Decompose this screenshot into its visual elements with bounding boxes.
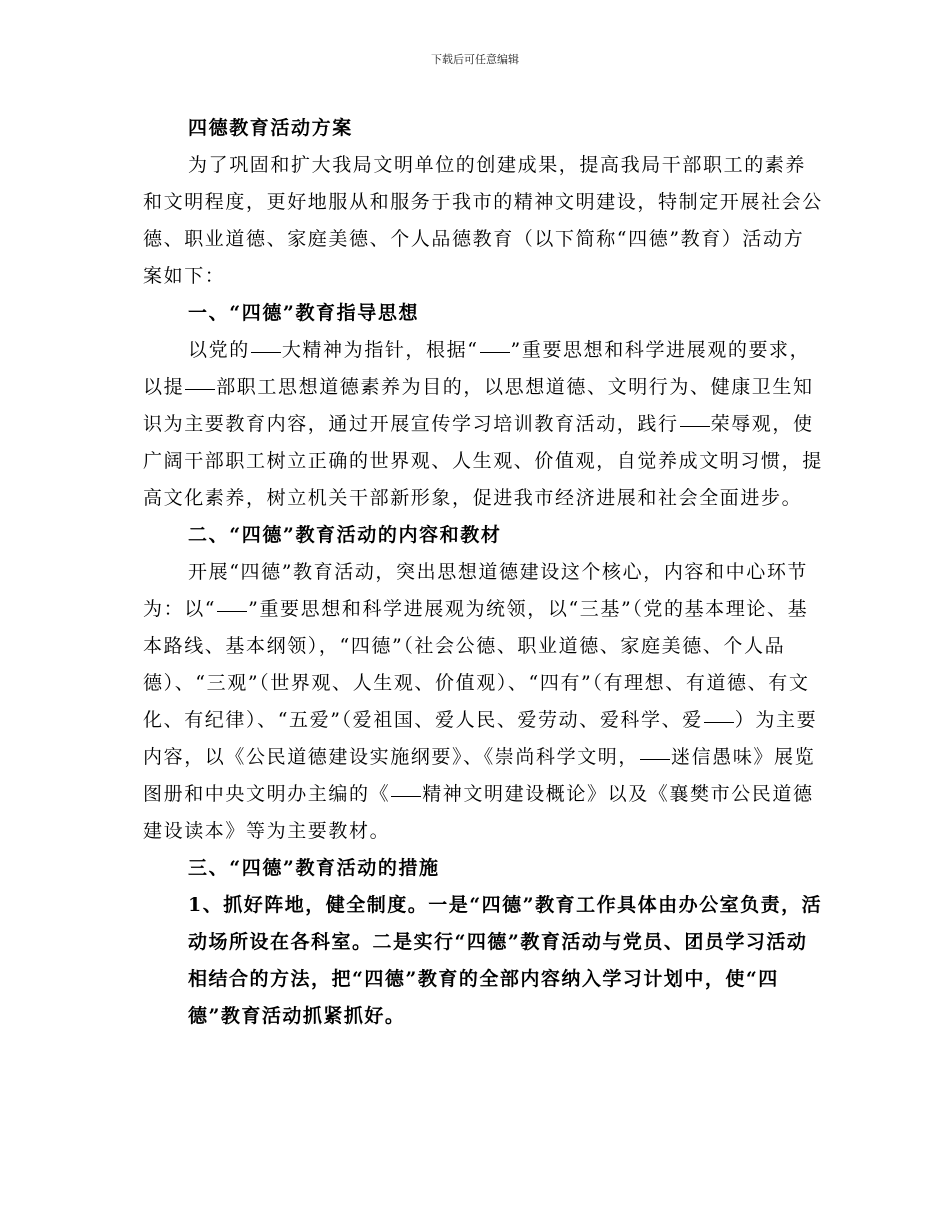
blank-line	[251, 351, 281, 353]
section-2-text: ）为主要内容，以《公民道德建设实施纲要》、《崇尚科学文明，	[143, 709, 818, 768]
blank-line	[704, 721, 734, 723]
section-3-point-1-text: 1、抓好阵地，健全制度。一是“四德”教育工作具体由办公室负责，活动场所设在各科室。二是实行“四德”教育活动与党员、团员学习活动相结合的方法，把“四德”教育的全部内容纳入学习计划中，使“四德”教育活动抓紧抓好。	[188, 894, 823, 1027]
section-2-text: 开展“四德”教育活动，突出思想道德建设这个核心，内容和中心环节为：以“	[143, 561, 809, 620]
section-2-heading: 二、“四德”教育活动的内容和教材	[188, 524, 502, 546]
blank-line	[217, 610, 247, 612]
section-2-paragraph	[143, 554, 823, 850]
section-1-text: 部职工思想道德素养为目的，以思想道德、文明行为、健康卫生知识为主要教育内容，通过开展宣传学习培训教育活动，践行	[143, 376, 814, 435]
blank-line	[185, 388, 215, 390]
section-1-heading: 一、“四德”教育指导思想	[188, 302, 420, 324]
blank-line	[680, 425, 710, 427]
document-body	[143, 110, 823, 1035]
section-1-text: ”重要思想和科学进展观的要求，以提	[143, 339, 811, 398]
section-2-text: 迷信愚味》展览图册和中央文明办主编的《	[143, 746, 816, 805]
blank-line	[480, 351, 510, 353]
section-3-point-1	[143, 887, 823, 1035]
document-title: 四德教育活动方案	[188, 117, 353, 139]
section-3-heading: 三、“四德”教育活动的措施	[188, 857, 440, 879]
blank-line	[640, 758, 670, 760]
section-1-text: 大精神为指针，根据“	[281, 339, 479, 361]
section-1-text: 以党的	[188, 339, 250, 361]
blank-line	[391, 795, 421, 797]
section-2-text: ”重要思想和科学进展观为统领，以“三基”（党的基本理论、基本路线、基本纲领），“四德”（社会公德、职业道德、家庭美德、个人品德）、“三观”（世界观、人生观、价值观）、“四有”（有理想、有道德、有文化、有纪律）、“五爱”（爱祖国、爱人民、爱劳动、爱科学、爱	[143, 598, 810, 731]
section-1-text: 荣辱观，使广阔干部职工树立正确的世界观、人生观、价值观，自觉养成文明习惯，提高文化素养，树立机关干部新形象，促进我市经济进展和社会全面进步。	[143, 413, 823, 509]
section-1-paragraph	[143, 332, 823, 517]
intro-paragraph: 为了巩固和扩大我局文明单位的创建成果，提高我局干部职工的素养和文明程度，更好地服从和服务于我市的精神文明建设，特制定开展社会公德、职业道德、家庭美德、个人品德教育（以下简称“四德”教育）活动方案如下：	[143, 154, 823, 287]
page-header-note: 下载后可任意编辑	[431, 53, 519, 66]
section-2-text: 精神文明建设概论》以及《襄樊市公民道德建设读本》等为主要教材。	[143, 783, 814, 842]
